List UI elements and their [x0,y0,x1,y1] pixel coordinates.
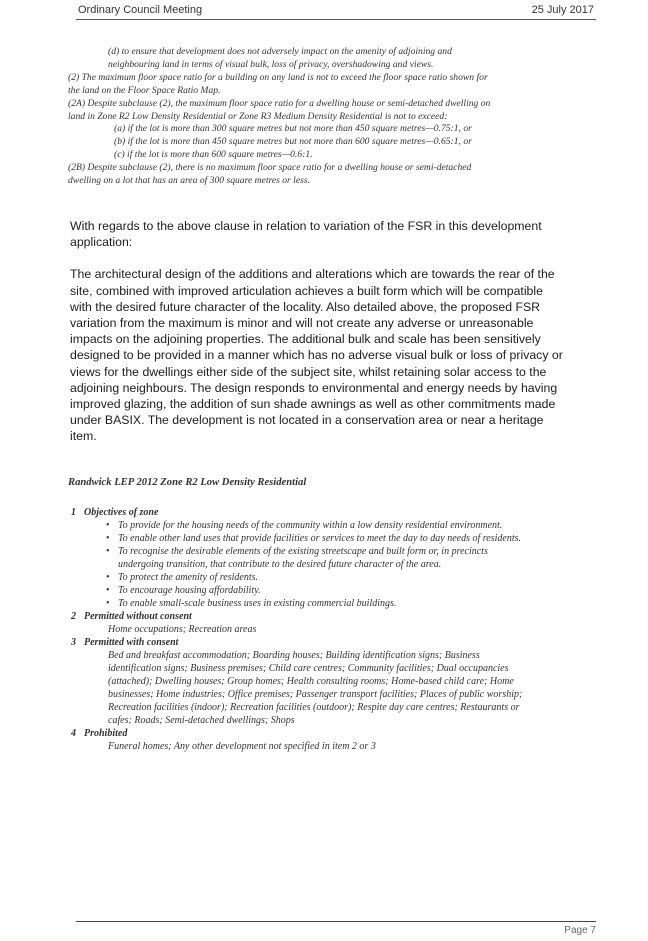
page-header [76,3,596,19]
text-line: adjoining neighbours. The design responds to environmental and energy needs by having [70,380,558,395]
text-line: item. [70,429,97,444]
lep-section-heading [68,727,588,740]
bullet-icon: • [106,533,110,544]
clause-line: (a) if the lot is more than 300 square metres but not more than 450 square metres—0.75:1, or [114,123,472,135]
text-line: under BASIX. The development is not located in a conservation area or near a heritage [70,413,544,428]
objective-item: • To encourage housing affordability. [106,585,261,596]
objective-item: • To protect the amenity of residents. [106,572,258,583]
section-body-line: cafes; Roads; Semi-detached dwellings; Shops [108,715,295,726]
section-number: 2 [71,611,76,622]
section-body-line: Home occupations; Recreation areas [108,624,257,635]
clause-line: (2) The maximum floor space ratio for a building on any land is not to exceed the floor space ratio shown for [68,71,488,83]
text-line: site, combined with improved articulation achieves a built form which will be compatible [70,283,543,298]
lep-section-heading [68,636,588,649]
text-line: views for the dwellings either side of the subject site, whilst retaining solar access to the [70,364,547,379]
objective-item: • To recognise the desirable elements of the existing streetscape and built form or, in precincts [106,546,488,557]
section-body-line: Funeral homes; Any other development not specified in item 2 or 3 [108,741,376,752]
meeting-date: 25 July 2017 [531,4,594,16]
bullet-icon: • [106,546,110,557]
section-body-line: Recreation facilities (indoor); Recreation facilities (outdoor); Respite day care centres; Restaurants or [108,702,520,713]
text-line: impacts on the adjoining properties. The additional bulk and scale has been sensitively [70,332,541,347]
clause-line: the land on the Floor Space Ratio Map. [68,84,221,96]
section-title: Objectives of zone [84,507,159,518]
text-line: improved glazing, the addition of sun shade awnings as well as other commitments made [70,397,556,412]
clause-line: (2A) Despite subclause (2), the maximum floor space ratio for a dwelling house or semi-detached dwelling on [68,97,491,109]
text-line: designed to be provided in a manner which has no adverse visual bulk or loss of privacy or [70,348,563,363]
bullet-icon: • [106,585,110,596]
lep-section-heading [68,506,588,519]
section-title: Prohibited [84,728,128,739]
page-number: Page 7 [564,925,596,936]
paragraph-assessment [70,266,570,444]
meeting-title: Ordinary Council Meeting [78,4,203,16]
clause-line: (d) to ensure that development does not adversely impact on the amenity of adjoining and [108,46,452,57]
section-number: 1 [71,507,76,518]
header-rule [76,19,596,20]
section-title: Permitted without consent [84,611,192,622]
objective-item: • To enable small-scale business uses in existing commercial buildings. [106,598,397,609]
section-number: 4 [71,728,76,739]
footer-rule [76,921,596,922]
objective-item: • To enable other land uses that provide facilities or services to meet the day to day needs of residents. [106,533,521,544]
lep-section-heading [68,610,588,623]
objective-item: • To provide for the housing needs of the community within a low density residential environment. [106,520,503,531]
clause-line: (2B) Despite subclause (2), there is no maximum floor space ratio for a dwelling house or semi-detached [68,162,472,174]
paragraph-intro [70,218,570,250]
text-line: variation from the maximum is minor and will not create any adverse or unreasonable [70,316,534,331]
objective-item-continued: undergoing transition, that contribute to the desired future character of the area. [118,559,442,570]
assessment-text [70,218,570,445]
bullet-icon: • [106,572,110,583]
clause-line: (b) if the lot is more than 450 square metres but not more than 600 square metres—0.65:1, or [114,136,472,148]
section-body-line: Bed and breakfast accommodation; Boarding houses; Building identification signs; Business [108,650,480,661]
fsr-clause-excerpt [68,46,568,188]
bullet-icon: • [106,520,110,531]
clause-line: dwelling on a lot that has an area of 300 square metres or less. [68,175,310,187]
clause-line: (c) if the lot is more than 600 square metres—0.6:1. [114,149,313,161]
text-line: application: [70,235,133,250]
text-line: with the desired future character of the locality. Also detailed above, the proposed FSR [70,299,541,314]
section-body-line: identification signs; Business premises; Child care centres; Community facilities; Dual occupancies [108,663,509,674]
text-line: With regards to the above clause in relation to variation of the FSR in this development [70,219,542,233]
text-line: The architectural design of the additions and alterations which are towards the rear of the [70,267,555,282]
clause-line: neighbouring land in terms of visual bulk, loss of privacy, overshadowing and views. [108,58,434,70]
section-title: Permitted with consent [84,637,179,648]
section-body-line: (attached); Dwelling houses; Group homes; Health consulting rooms; Home-based child care; Home [108,676,514,687]
section-body-line: businesses; Home industries; Office premises; Passenger transport facilities; Places of public worship; [108,689,523,700]
clause-line: land in Zone R2 Low Density Residential or Zone R3 Medium Density Residential is not to exceed: [68,110,448,122]
lep-zone-excerpt [68,476,588,753]
lep-title: Randwick LEP 2012 Zone R2 Low Density Residential [68,477,307,488]
section-number: 3 [71,637,76,648]
bullet-icon: • [106,598,110,609]
